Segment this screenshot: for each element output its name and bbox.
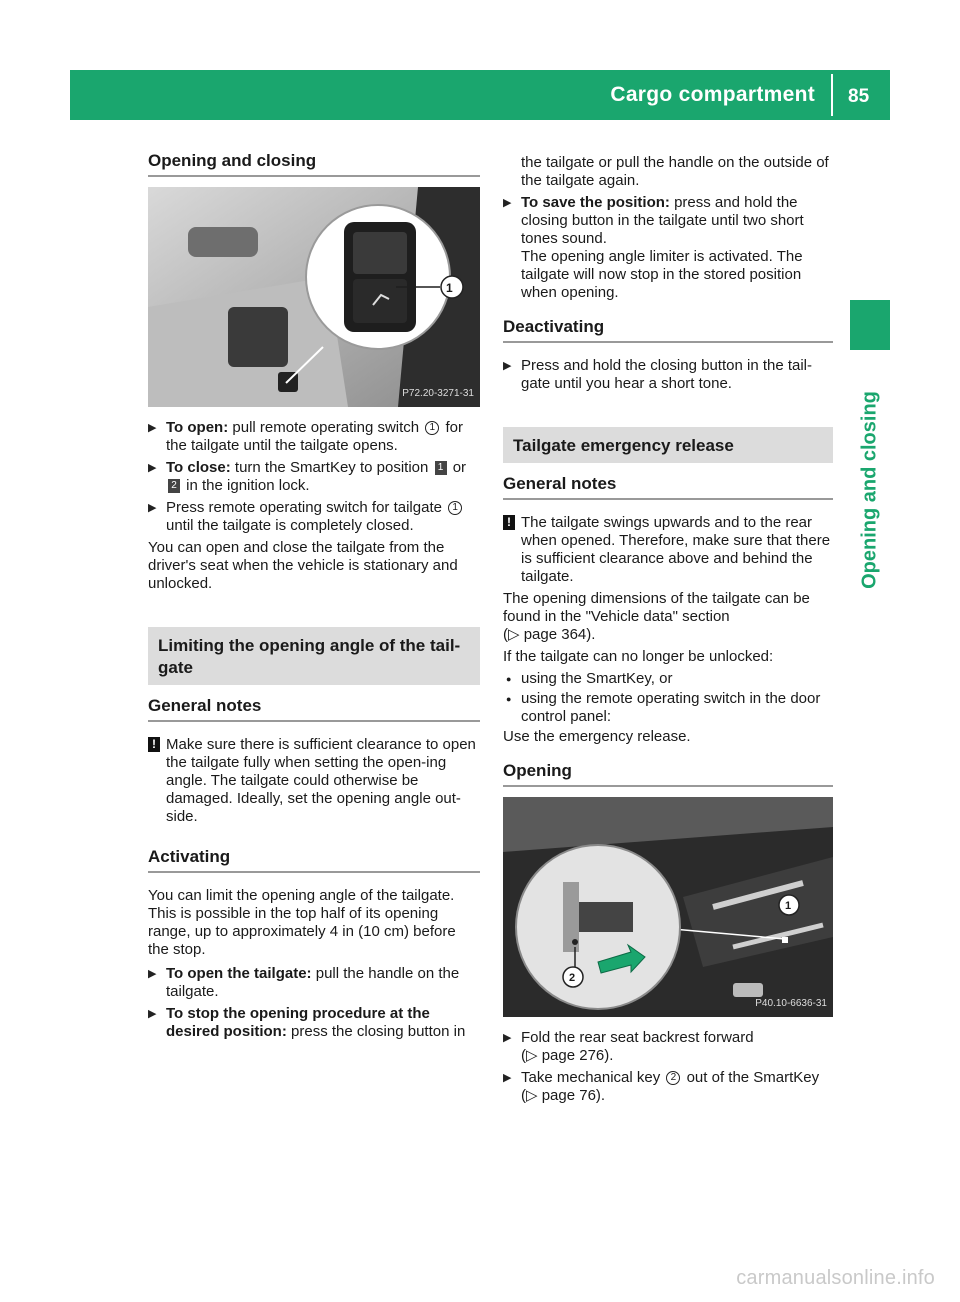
footer-logo[interactable]: carmanualsonline.info xyxy=(736,1267,935,1289)
paragraph-driver-seat: You can open and close the tailgate from the driver's seat when the vehicle is stationary and unlocked. xyxy=(148,539,458,592)
left-column xyxy=(148,152,480,1045)
key-position-1: 1 xyxy=(435,461,447,475)
box-title-emergency-release: Tailgate emergency release xyxy=(503,427,833,463)
heading-general-notes-right: General notes xyxy=(503,475,833,500)
header-section-title: Cargo compartment xyxy=(610,83,815,106)
warning-clearance: ! Make sure there is sufficient clearance to open the tailgate fully when setting the open-ing angle. The tailgate could otherwise be damaged. Ideally, set the opening angle out-side. xyxy=(148,736,480,826)
step-open-tailgate: ▶ To open the tailgate: pull the handle on the tailgate. xyxy=(148,965,480,1001)
callout-1-inline: 1 xyxy=(448,501,462,515)
warning-icon: ! xyxy=(148,737,160,752)
step-deactivate: ▶ Press and hold the closing button in the tail-gate until you hear a short tone. xyxy=(503,357,833,393)
step-fold-backrest: ▶ Fold the rear seat backrest forward (▷ page 276). xyxy=(503,1029,833,1065)
callout-2: 2 xyxy=(569,972,576,984)
warning-icon: ! xyxy=(503,515,515,530)
callout-1: 1 xyxy=(446,281,453,295)
step-take-key: ▶ Take mechanical key 2 out of the SmartKey (▷ page 76). xyxy=(503,1069,833,1105)
page-number: 85 xyxy=(848,86,870,107)
side-tab-block xyxy=(850,300,890,350)
page-ref-276[interactable]: (▷ page 276). xyxy=(521,1047,614,1064)
continued-text: the tailgate or pull the handle on the outside of the tailgate again. xyxy=(521,154,829,189)
paragraph-limit-angle: You can limit the opening angle of the tailgate. This is possible in the top half of its opening range, up to approximately 4 in (10 cm) before the stop. xyxy=(148,887,456,958)
bullet-remote-switch: ● using the remote operating switch in the door control panel: xyxy=(503,690,833,726)
side-tab-label: Opening and closing xyxy=(858,391,881,589)
callout-1-inline: 1 xyxy=(425,421,439,435)
figure-emergency-release xyxy=(503,797,833,1017)
bullet-smartkey: ● using the SmartKey, or xyxy=(503,670,833,688)
callout-2-inline: 2 xyxy=(666,1071,680,1085)
section-title-opening-closing: Opening and closing xyxy=(148,152,480,177)
step-stop-opening: ▶ To stop the opening procedure at the desired position: press the closing button in xyxy=(148,1005,480,1041)
figure-door-switch xyxy=(148,187,480,407)
warning-swing: ! The tailgate swings upwards and to the rear when opened. Therefore, make sure that there is sufficient clearance above and behind the tailgate. xyxy=(503,514,833,586)
box-title-limiting: Limiting the opening angle of the tail-gate xyxy=(148,627,480,685)
figure-code: P40.10-6636-31 xyxy=(755,998,827,1009)
step-save-position: ▶ To save the position: press and hold the closing button in the tailgate until two short tones sound. The opening angle limiter is activated. The tailgate will now stop in the stored position when opening. xyxy=(503,194,833,302)
callout-1: 1 xyxy=(785,900,792,912)
key-position-2: 2 xyxy=(168,479,180,493)
heading-opening: Opening xyxy=(503,762,833,787)
step-to-open: ▶ To open: pull remote operating switch 1 for the tailgate until the tailgate opens. xyxy=(148,419,480,455)
paragraph-use-release: Use the emergency release. xyxy=(503,728,691,745)
page-ref-364[interactable]: (▷ page 364). xyxy=(503,626,596,643)
heading-general-notes-left: General notes xyxy=(148,697,480,722)
heading-deactivating: Deactivating xyxy=(503,318,833,343)
header-divider xyxy=(831,74,833,116)
right-column xyxy=(503,154,833,1109)
heading-activating: Activating xyxy=(148,848,480,873)
paragraph-dimensions: The opening dimensions of the tailgate can be found in the "Vehicle data" section (▷ page 364). xyxy=(503,590,810,643)
paragraph-cannot-unlock: If the tailgate can no longer be unlocked: xyxy=(503,648,774,665)
page-ref-76[interactable]: (▷ page 76). xyxy=(521,1087,606,1104)
figure-code: P72.20-3271-31 xyxy=(402,388,474,399)
cargo-illustration xyxy=(503,797,833,1017)
door-panel-illustration xyxy=(148,187,480,407)
step-press-switch: ▶ Press remote operating switch for tailgate 1 until the tailgate is completely closed. xyxy=(148,499,480,535)
step-to-close: ▶ To close: turn the SmartKey to position 1 or 2 in the ignition lock. xyxy=(148,459,480,495)
